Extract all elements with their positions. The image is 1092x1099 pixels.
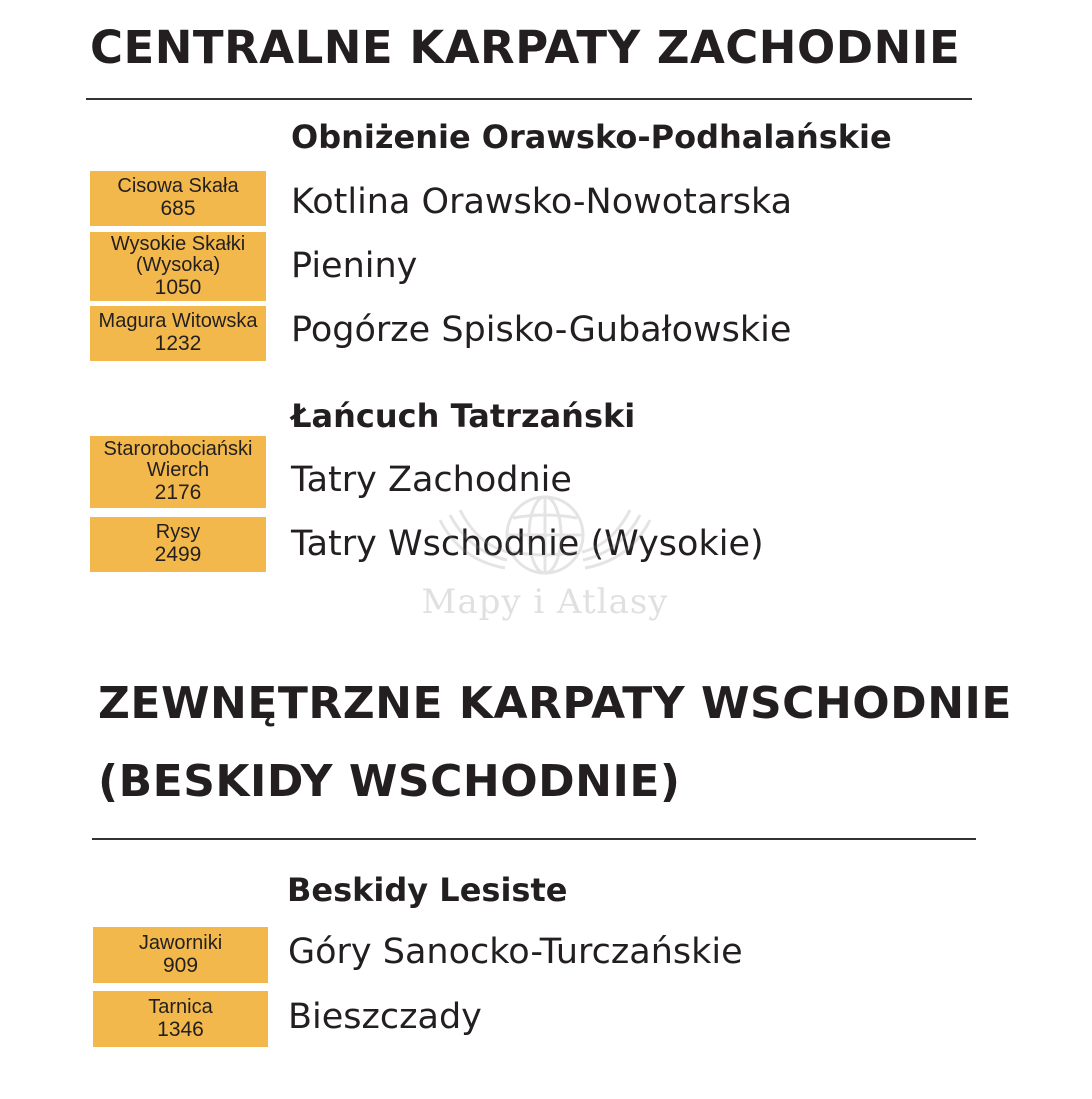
region-name: Góry Sanocko-Turczańskie (288, 932, 743, 972)
peak-box (93, 991, 268, 1047)
watermark-text: Mapy i Atlasy (421, 582, 669, 622)
peak-height: 1232 (154, 332, 202, 355)
peak-box (90, 232, 266, 301)
peak-box (90, 171, 266, 226)
region-name: Pieniny (291, 246, 418, 286)
peak-box (90, 306, 266, 361)
group-heading-lancuch-tatrzanski: Łańcuch Tatrzański (291, 397, 636, 435)
region-name: Tatry Zachodnie (291, 460, 572, 500)
peak-height: 1050 (154, 275, 202, 299)
peak-height: 909 (162, 953, 199, 977)
group-heading-beskidy-lesiste: Beskidy Lesiste (287, 871, 568, 909)
section-title-outer-eastern-carpathians: ZEWNĘTRZNE KARPATY WSCHODNIE (98, 678, 1012, 729)
peak-name: Magura Witowska (98, 310, 258, 332)
peak-name: Jaworniki (138, 931, 223, 954)
section-divider (92, 838, 976, 840)
peak-name: Tarnica (148, 995, 213, 1018)
peak-name: Rysy (155, 521, 201, 543)
region-name: Bieszczady (288, 997, 482, 1037)
group-heading-orawsko-podhalanskie: Obniżenie Orawsko-Podhalańskie (291, 118, 892, 156)
peak-box (90, 517, 266, 572)
peak-name: Wysokie Skałki (Wysoka) (110, 232, 246, 276)
section-divider (86, 98, 972, 100)
section-title-eastern-beskids: (BESKIDY WSCHODNIE) (98, 756, 681, 807)
region-name: Pogórze Spisko-Gubałowskie (291, 310, 792, 350)
section-title-central-western-carpathians: CENTRALNE KARPATY ZACHODNIE (90, 21, 961, 74)
peak-name: Cisowa Skała (117, 175, 239, 197)
peak-box (90, 436, 266, 508)
peak-height: 685 (160, 197, 196, 220)
region-name: Tatry Wschodnie (Wysokie) (291, 524, 764, 564)
peak-height: 2176 (154, 481, 202, 504)
region-name: Kotlina Orawsko-Nowotarska (291, 182, 793, 222)
peak-box (93, 927, 268, 983)
peak-height: 1346 (157, 1017, 204, 1041)
peak-height: 2499 (154, 543, 202, 566)
peak-name: Starorobociański Wierch (103, 438, 253, 481)
